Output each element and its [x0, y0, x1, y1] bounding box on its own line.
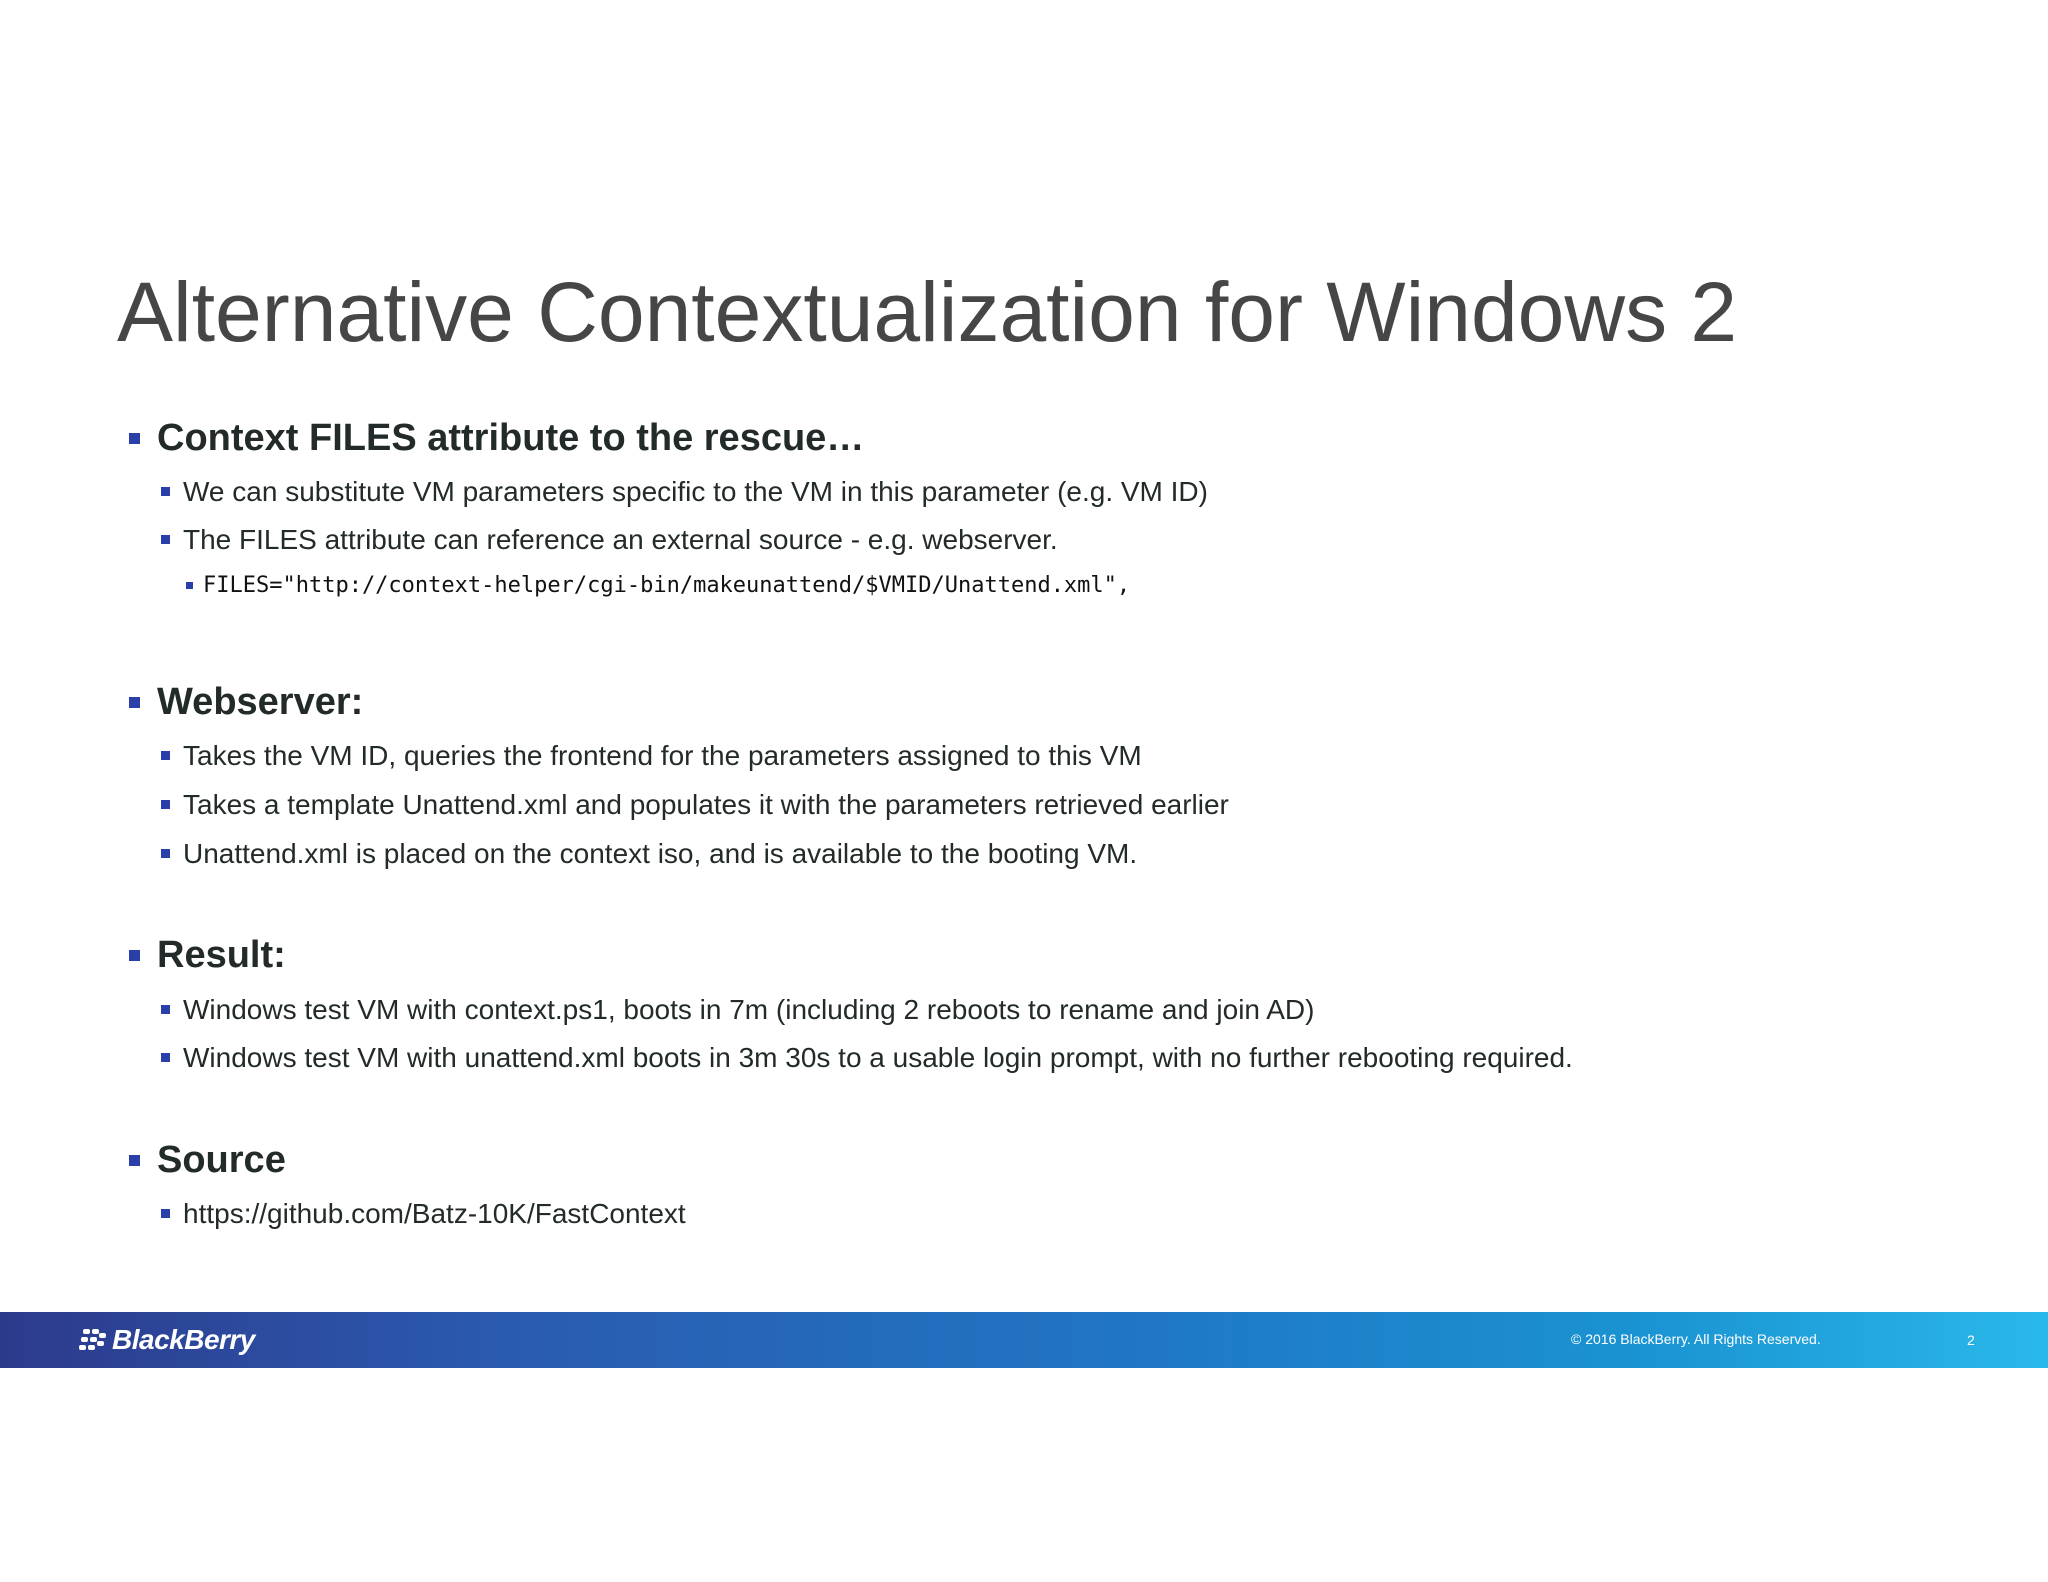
square-bullet-icon	[161, 1209, 170, 1218]
blackberry-keys-icon	[78, 1328, 106, 1352]
blackberry-logo	[78, 1324, 255, 1356]
list-item-text: The FILES attribute can reference an external source - e.g. webserver.	[183, 524, 1058, 555]
page-number: 2	[1967, 1332, 1975, 1348]
square-bullet-icon	[161, 535, 170, 544]
section-heading-text: Result:	[157, 934, 286, 976]
list-item-text: We can substitute VM parameters specific to the VM in this parameter (e.g. VM ID)	[183, 476, 1208, 507]
copyright-text: © 2016 BlackBerry. All Rights Reserved.	[1571, 1331, 1821, 1347]
logo-text: BlackBerry	[112, 1324, 255, 1355]
source-link[interactable]: https://github.com/Batz-10K/FastContext	[183, 1198, 686, 1229]
square-bullet-icon	[161, 849, 170, 858]
square-bullet-icon	[129, 697, 140, 708]
list-item-text: Takes a template Unattend.xml and populates it with the parameters retrieved earlier	[183, 789, 1229, 820]
square-bullet-icon	[161, 1053, 170, 1062]
footer-bar	[0, 1312, 2048, 1368]
square-bullet-icon	[161, 1005, 170, 1014]
list-item	[183, 1197, 686, 1231]
list-item	[183, 523, 1058, 557]
square-bullet-icon	[161, 487, 170, 496]
list-item	[183, 788, 1229, 822]
list-item-text: Takes the VM ID, queries the frontend for the parameters assigned to this VM	[183, 740, 1142, 771]
code-line	[203, 572, 1130, 600]
list-item-text: Windows test VM with context.ps1, boots in 7m (including 2 reboots to rename and join AD)	[183, 994, 1315, 1025]
section-heading-webserver	[157, 680, 363, 724]
square-bullet-icon	[161, 751, 170, 760]
section-heading-context-files	[157, 416, 864, 460]
list-item	[183, 837, 1137, 871]
list-item	[183, 739, 1142, 773]
square-bullet-icon	[129, 433, 140, 444]
square-bullet-icon	[129, 1155, 140, 1166]
square-bullet-icon	[161, 800, 170, 809]
slide-title: Alternative Contextualization for Windows 2	[117, 265, 1738, 359]
section-heading-source	[157, 1138, 286, 1182]
list-item-text: Unattend.xml is placed on the context iso, and is available to the booting VM.	[183, 838, 1138, 869]
list-item	[183, 475, 1208, 509]
section-heading-text: Source	[157, 1139, 286, 1181]
square-bullet-icon	[186, 582, 193, 589]
section-heading-text: Webserver:	[157, 681, 364, 723]
section-heading-result	[157, 933, 286, 977]
list-item	[183, 1041, 1573, 1075]
list-item-text: Windows test VM with unattend.xml boots in 3m 30s to a usable login prompt, with no further rebooting required.	[183, 1042, 1573, 1073]
list-item	[183, 993, 1314, 1027]
square-bullet-icon	[129, 950, 140, 961]
section-heading-text: Context FILES attribute to the rescue…	[157, 417, 865, 459]
code-text: FILES="http://context-helper/cgi-bin/makeunattend/$VMID/Unattend.xml",	[203, 573, 1131, 598]
